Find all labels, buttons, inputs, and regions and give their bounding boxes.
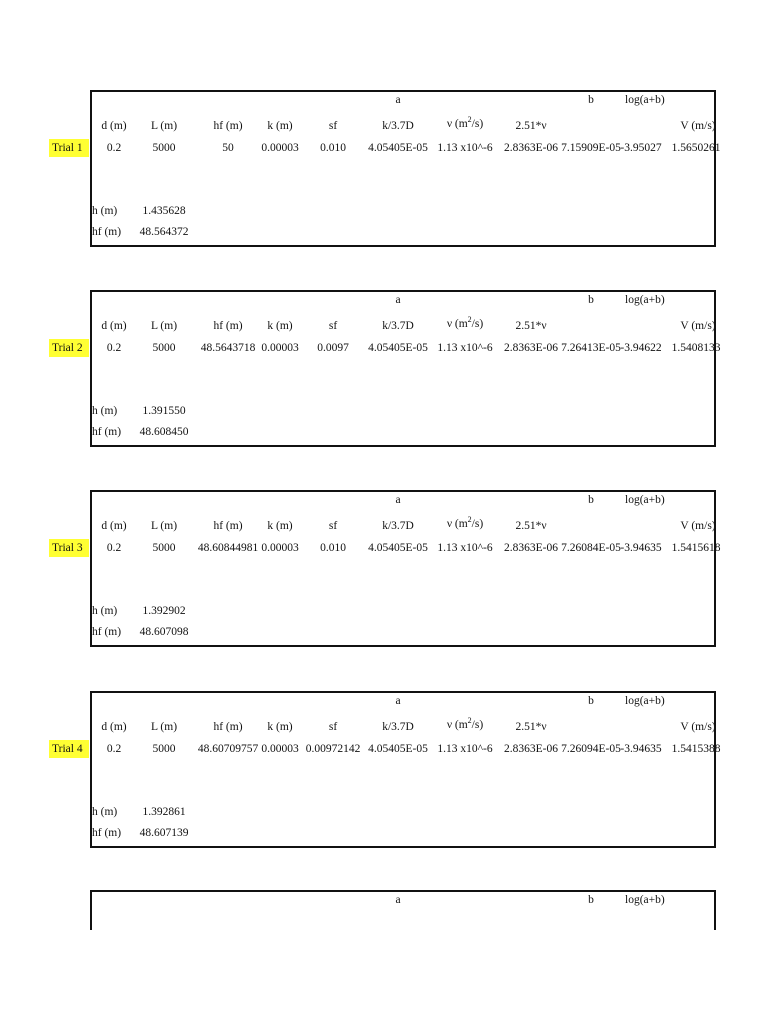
header-d: d (m): [101, 721, 127, 733]
header-nu-text: ν (m: [446, 118, 468, 130]
value-k37: 4.05405E-05: [368, 743, 428, 755]
header-nu: [446, 115, 484, 130]
header-c251: 2.51*ν: [515, 520, 547, 532]
header-b: b: [588, 494, 594, 506]
label-hf-result: hf (m): [92, 626, 122, 638]
header-d: d (m): [101, 520, 127, 532]
trial-label: Trial 2: [49, 339, 89, 357]
value-hf: 48.60709757: [197, 743, 259, 755]
value-sf: 0.010: [320, 142, 346, 154]
value-k: 0.00003: [261, 342, 299, 354]
value-k37: 4.05405E-05: [368, 342, 428, 354]
header-sf: sf: [328, 721, 338, 733]
header-log: log(a+b): [625, 695, 665, 707]
header-hf: hf (m): [213, 120, 243, 132]
header-log: log(a+b): [625, 494, 665, 506]
trial-table: [90, 691, 721, 848]
header-nu-unit: /s): [471, 518, 484, 530]
value-k37: 4.05405E-05: [368, 542, 428, 554]
header-L: L (m): [150, 721, 178, 733]
header-k37: k/3.7D: [382, 520, 414, 532]
header-V: V (m/s): [680, 320, 716, 332]
value-hf-result: 48.564372: [139, 226, 189, 238]
label-hf-result: hf (m): [92, 827, 122, 839]
value-sf: 0.00972142: [305, 743, 361, 755]
value-log: -3.95027: [620, 142, 662, 154]
header-k: k (m): [267, 520, 293, 532]
value-sf: 0.010: [320, 542, 346, 554]
value-d: 0.2: [106, 342, 122, 354]
header-a: a: [395, 894, 401, 906]
header-d: d (m): [101, 320, 127, 332]
header-c251: 2.51*ν: [515, 120, 547, 132]
value-b: 7.15909E-05: [561, 142, 621, 154]
header-log: log(a+b): [625, 294, 665, 306]
header-sf: sf: [328, 320, 338, 332]
value-hf: 48.60844981: [197, 542, 259, 554]
value-V: 1.5415618: [671, 542, 721, 554]
value-k37: 4.05405E-05: [368, 142, 428, 154]
value-V: 1.5650261: [671, 142, 721, 154]
value-h: 1.392861: [142, 806, 186, 818]
header-b: b: [588, 294, 594, 306]
value-b: 7.26413E-05: [561, 342, 621, 354]
value-b: 7.26084E-05: [561, 542, 621, 554]
value-sf: 0.0097: [317, 342, 349, 354]
value-hf-result: 48.607098: [139, 626, 189, 638]
header-nu: [446, 716, 484, 731]
value-k: 0.00003: [261, 142, 299, 154]
header-L: L (m): [150, 320, 178, 332]
label-hf-result: hf (m): [92, 426, 122, 438]
label-h: h (m): [92, 205, 118, 217]
header-V: V (m/s): [680, 120, 716, 132]
label-h: h (m): [92, 806, 118, 818]
header-nu-exponent: 2: [467, 315, 472, 324]
value-nu: 1.13 x10^-6: [437, 542, 493, 554]
value-log: -3.94622: [620, 342, 662, 354]
value-c251: 2.8363E-06: [504, 542, 558, 554]
header-b: b: [588, 94, 594, 106]
header-hf: hf (m): [213, 520, 243, 532]
trial-table-partial: [90, 890, 716, 930]
header-nu-text: ν (m: [446, 719, 468, 731]
header-sf: sf: [328, 120, 338, 132]
value-hf: 50: [222, 142, 234, 154]
value-c251: 2.8363E-06: [504, 743, 558, 755]
label-h: h (m): [92, 405, 118, 417]
header-nu-text: ν (m: [446, 318, 468, 330]
value-nu: 1.13 x10^-6: [437, 743, 493, 755]
header-k37: k/3.7D: [382, 320, 414, 332]
header-nu-text: ν (m: [446, 518, 468, 530]
value-k: 0.00003: [261, 743, 299, 755]
header-a: a: [395, 494, 401, 506]
value-d: 0.2: [106, 743, 122, 755]
header-nu-exponent: 2: [467, 716, 472, 725]
header-a: a: [395, 695, 401, 707]
value-V: 1.5408133: [671, 342, 721, 354]
header-V: V (m/s): [680, 520, 716, 532]
value-log: -3.94635: [620, 743, 662, 755]
value-L: 5000: [152, 142, 176, 154]
value-h: 1.435628: [142, 205, 186, 217]
value-hf-result: 48.607139: [139, 827, 189, 839]
header-nu: [446, 315, 484, 330]
header-nu-unit: /s): [471, 118, 484, 130]
trial-table: [90, 490, 721, 647]
header-L: L (m): [150, 120, 178, 132]
value-b: 7.26094E-05: [561, 743, 621, 755]
value-d: 0.2: [106, 542, 122, 554]
header-L: L (m): [150, 520, 178, 532]
header-nu: [446, 515, 484, 530]
header-b: b: [588, 894, 594, 906]
header-V: V (m/s): [680, 721, 716, 733]
value-d: 0.2: [106, 142, 122, 154]
label-h: h (m): [92, 605, 118, 617]
header-a: a: [395, 294, 401, 306]
header-nu-unit: /s): [471, 719, 484, 731]
trial-label: Trial 3: [49, 539, 89, 557]
header-hf: hf (m): [213, 721, 243, 733]
header-hf: hf (m): [213, 320, 243, 332]
header-d: d (m): [101, 120, 127, 132]
header-b: b: [588, 695, 594, 707]
value-hf-result: 48.608450: [139, 426, 189, 438]
header-nu-exponent: 2: [467, 115, 472, 124]
value-nu: 1.13 x10^-6: [437, 142, 493, 154]
value-V: 1.5415388: [671, 743, 721, 755]
header-sf: sf: [328, 520, 338, 532]
value-nu: 1.13 x10^-6: [437, 342, 493, 354]
value-L: 5000: [152, 542, 176, 554]
trial-table: [90, 290, 721, 447]
header-c251: 2.51*ν: [515, 320, 547, 332]
trial-label: Trial 1: [49, 139, 89, 157]
value-c251: 2.8363E-06: [504, 142, 558, 154]
header-log: log(a+b): [625, 94, 665, 106]
header-a: a: [395, 94, 401, 106]
header-k: k (m): [267, 721, 293, 733]
value-log: -3.94635: [620, 542, 662, 554]
header-nu-unit: /s): [471, 318, 484, 330]
value-h: 1.391550: [142, 405, 186, 417]
value-L: 5000: [152, 743, 176, 755]
value-h: 1.392902: [142, 605, 186, 617]
header-k: k (m): [267, 120, 293, 132]
header-nu-exponent: 2: [467, 515, 472, 524]
header-k37: k/3.7D: [382, 120, 414, 132]
value-L: 5000: [152, 342, 176, 354]
value-k: 0.00003: [261, 542, 299, 554]
trial-label: Trial 4: [49, 740, 89, 758]
trial-table: [90, 90, 721, 247]
value-hf: 48.5643718: [200, 342, 256, 354]
header-k37: k/3.7D: [382, 721, 414, 733]
header-k: k (m): [267, 320, 293, 332]
value-c251: 2.8363E-06: [504, 342, 558, 354]
label-hf-result: hf (m): [92, 226, 122, 238]
header-c251: 2.51*ν: [515, 721, 547, 733]
header-log: log(a+b): [625, 894, 665, 906]
